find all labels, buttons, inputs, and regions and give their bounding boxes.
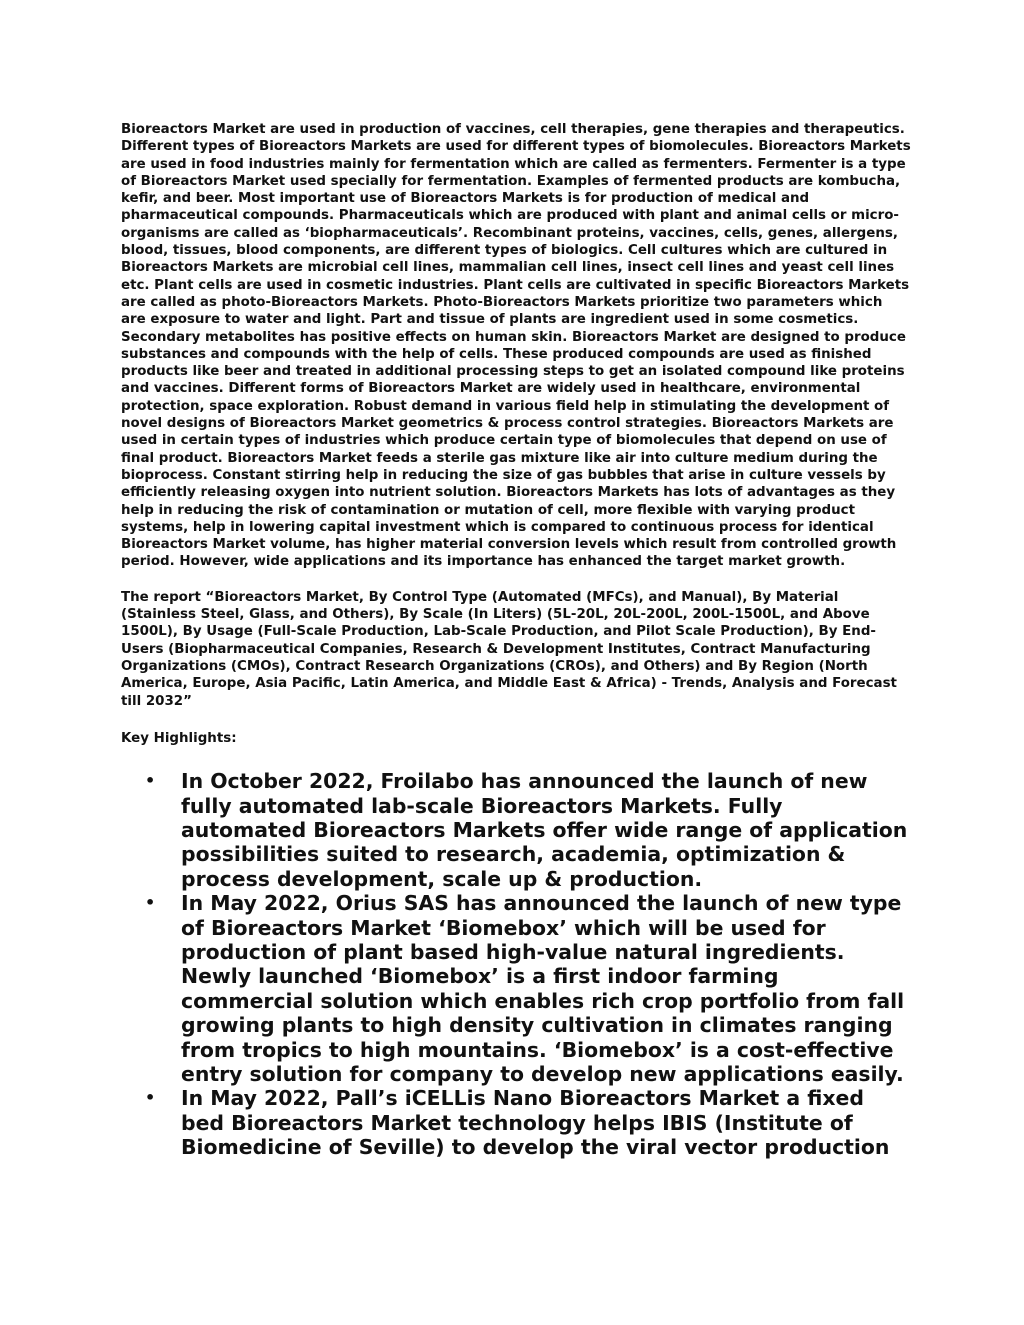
- list-item: [121, 891, 911, 1086]
- highlights-list: [121, 769, 911, 1160]
- list-item: [121, 769, 911, 891]
- bullet-icon: •: [145, 893, 156, 913]
- bullet-icon: •: [145, 771, 156, 791]
- highlight-text: In May 2022, Orius SAS has announced the launch of new type of Bioreactors Market ‘Biomebox’ which will be used for production of plant based high-value natural ingredients. Newly launched ‘Biomebox’ is a first indoor farming commercial solution which enables rich crop portfolio from fall growing plants to high density cultivation in climates ranging from tropics to high mountains. ‘Biomebox’ is a cost-effective entry solution for company to develop new applications easily.: [181, 891, 905, 1086]
- key-highlights-heading: Key Highlights:: [121, 730, 237, 746]
- list-item: [121, 1086, 911, 1159]
- report-title-paragraph: The report “Bioreactors Market, By Control Type (Automated (MFCs), and Manual), By Material (Stainless Steel, Glass, and Others), By Scale (In Liters) (5L-20L, 20L-200L, 200L-1500L, and Above 1500L), By Usage (Full-Scale Production, Lab-Scale Production, and Pilot Scale Production), By End-Users (Biopharmaceutical Companies, Research & Development Institutes, Contract Manufacturing Organizations (CMOs), Contract Research Organizations (CROs), and Others) and By Region (North America, Europe, Asia Pacific, Latin America, and Middle East & Africa) - Trends, Analysis and Forecast till 2032”: [121, 589, 897, 709]
- highlight-text: In October 2022, Froilabo has announced the launch of new fully automated lab-scale Bioreactors Markets. Fully automated Bioreactors Markets offer wide range of application possibilities suited to research, academia, optimization & process development, scale up & production.: [181, 769, 908, 891]
- highlight-text: In May 2022, Pall’s iCELLis Nano Bioreactors Market a fixed bed Bioreactors Market technology helps IBIS (Institute of Biomedicine of Seville) to develop the viral vector production: [181, 1086, 890, 1160]
- document-page: [121, 121, 911, 1160]
- intro-paragraph: Bioreactors Market are used in production of vaccines, cell therapies, gene therapies and therapeutics. Different types of Bioreactors Markets are used for different types of biomolecules. Bioreactors Markets are used in food industries mainly for fermentation which are called as fermenters. Fermenter is a type of Bioreactors Market used specially for fermentation. Examples of fermented products are kombucha, kefir, and beer. Most important use of Bioreactors Markets is for production of medical and pharmaceutical compounds. Pharmaceuticals which are produced with plant and animal cells or micro-organisms are called as ‘biopharmaceuticals’. Recombinant proteins, vaccines, cells, genes, allergens, blood, tissues, blood components, are different types of biologics. Cell cultures which are cultured in Bioreactors Markets are microbial cell lines, mammalian cell lines, insect cell lines and yeast cell lines etc. Plant cells are used in cosmetic industries. Plant cells are cultivated in specific Bioreactors Markets are called as photo-Bioreactors Markets. Photo-Bioreactors Markets prioritize two parameters which are exposure to water and light. Part and tissue of plants are ingredient used in some cosmetics. Secondary metabolites has positive effects on human skin. Bioreactors Market are designed to produce substances and compounds with the help of cells. These produced compounds are used as finished products like beer and treated in additional processing steps to get an isolated compound like proteins and vaccines. Different forms of Bioreactors Market are widely used in healthcare, environmental protection, space exploration. Robust demand in various field help in stimulating the development of novel designs of Bioreactors Market geometrics & process control strategies. Bioreactors Markets are used in certain types of industries which produce certain type of biomolecules that depend on use of final product. Bioreactors Market feeds a sterile gas mixture like air into culture medium during the bioprocess. Constant stirring help in reducing the size of gas bubbles that arise in culture vessels by efficiently releasing oxygen into nutrient solution. Bioreactors Markets has lots of advantages as they help in reducing the risk of contamination or mutation of cell, more flexible with varying product systems, help in lowering capital investment which is compared to continuous process for identical Bioreactors Market volume, has higher material conversion levels which result from controlled growth period. However, wide applications and its importance has enhanced the target market growth.: [121, 122, 911, 570]
- bullet-icon: •: [145, 1088, 156, 1108]
